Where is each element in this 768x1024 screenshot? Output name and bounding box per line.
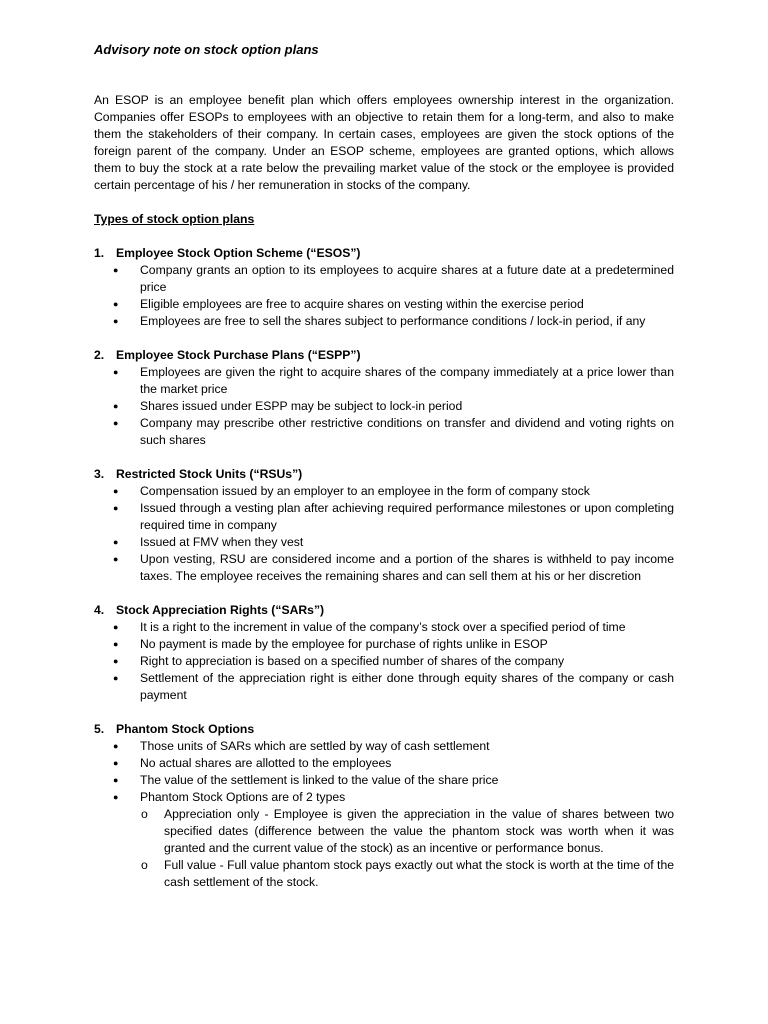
bullet-text: Eligible employees are free to acquire shares on vesting within the exercise period: [140, 297, 584, 311]
bullet-icon: ●: [113, 503, 119, 513]
list-item: [94, 262, 674, 296]
section-number: 5.: [94, 722, 105, 736]
section-heading: [94, 245, 674, 262]
bullet-text: Compensation issued by an employer to an employee in the form of company stock: [140, 484, 590, 498]
section-title: Restricted Stock Units (“RSUs”): [116, 467, 303, 481]
section-heading: [94, 347, 674, 364]
sub-bullet-icon: o: [141, 858, 148, 872]
bullet-text: The value of the settlement is linked to the value of the share price: [140, 773, 499, 787]
bullet-icon: ●: [113, 265, 119, 275]
section-heading: [94, 602, 674, 619]
section-title: Employee Stock Purchase Plans (“ESPP”): [116, 348, 361, 362]
intro-paragraph: An ESOP is an employee benefit plan which offers employees ownership interest in the organization. Companies offer ESOPs to employees with an objective to retain them for a long-term, and also to make them the stakeholders of their company. In certain cases, employees are given the stock options of the foreign parent of the company. Under an ESOP scheme, employees are granted options, which allows them to buy the stock at a rate below the prevailing market value of the stock or the employee is provided certain percentage of his / her remuneration in stocks of the company.: [94, 93, 674, 192]
section-number: 2.: [94, 348, 105, 362]
bullet-icon: ●: [113, 554, 119, 564]
bullet-text: Phantom Stock Options are of 2 types: [140, 790, 346, 804]
doc-title: Advisory note on stock option plans: [94, 42, 319, 57]
bullet-list: [94, 483, 674, 585]
list-item: [94, 551, 674, 585]
list-item: [94, 500, 674, 534]
bullet-icon: ●: [113, 741, 119, 751]
list-item: [94, 364, 674, 398]
bullet-text: Company grants an option to its employees to acquire shares at a future date at a predetermined price: [140, 263, 674, 294]
sub-bullet-text: Full value - Full value phantom stock pays exactly out what the stock is worth at the time of the cash settlement of the stock.: [164, 858, 674, 889]
bullet-icon: ●: [113, 401, 119, 411]
bullet-icon: ●: [113, 418, 119, 428]
list-item: [94, 670, 674, 704]
section-heading: [94, 721, 674, 738]
section-4: [94, 602, 674, 704]
bullet-text: It is a right to the increment in value of the company’s stock over a specified period of time: [140, 620, 626, 634]
bullet-text: Issued through a vesting plan after achieving required performance milestones or upon completing required time in company: [140, 501, 674, 532]
list-item: [94, 772, 674, 789]
list-item: [94, 313, 674, 330]
section-2: [94, 347, 674, 449]
bullet-text: Those units of SARs which are settled by way of cash settlement: [140, 739, 490, 753]
bullet-icon: ●: [113, 639, 119, 649]
list-item: [94, 653, 674, 670]
bullet-list: [94, 619, 674, 704]
section-number: 1.: [94, 246, 105, 260]
section-title: Employee Stock Option Scheme (“ESOS”): [116, 246, 361, 260]
bullet-icon: ●: [113, 316, 119, 326]
bullet-text: Upon vesting, RSU are considered income and a portion of the shares is withheld to pay income taxes. The employee receives the remaining shares and can sell them at his or her discretion: [140, 552, 674, 583]
bullet-icon: ●: [113, 656, 119, 666]
list-item: [94, 738, 674, 755]
list-item: [94, 415, 674, 449]
sub-list-item: [94, 857, 674, 891]
sub-bullet-icon: o: [141, 807, 148, 821]
types-heading: Types of stock option plans: [94, 212, 255, 226]
bullet-text: Shares issued under ESPP may be subject to lock-in period: [140, 399, 463, 413]
list-item: [94, 636, 674, 653]
list-item: [94, 296, 674, 313]
bullet-icon: ●: [113, 792, 119, 802]
bullet-icon: ●: [113, 622, 119, 632]
bullet-icon: ●: [113, 367, 119, 377]
bullet-text: Issued at FMV when they vest: [140, 535, 304, 549]
list-item: [94, 789, 674, 806]
sub-bullet-text: Appreciation only - Employee is given the appreciation in the value of shares between two specified dates (difference between the value the phantom stock was worth when it was granted and the current value of the stock) as an incentive or performance bonus.: [164, 807, 674, 855]
bullet-text: Employees are free to sell the shares subject to performance conditions / lock-in period, if any: [140, 314, 646, 328]
bullet-list: [94, 738, 674, 891]
bullet-text: Company may prescribe other restrictive conditions on transfer and dividend and voting rights on such shares: [140, 416, 674, 447]
section-1: [94, 245, 674, 330]
bullet-text: Right to appreciation is based on a specified number of shares of the company: [140, 654, 565, 668]
section-heading: [94, 466, 674, 483]
bullet-icon: ●: [113, 486, 119, 496]
bullet-text: Settlement of the appreciation right is either done through equity shares of the company or cash payment: [140, 671, 674, 702]
bullet-icon: ●: [113, 673, 119, 683]
section-title: Stock Appreciation Rights (“SARs”): [116, 603, 325, 617]
list-item: [94, 534, 674, 551]
list-item: [94, 398, 674, 415]
section-title: Phantom Stock Options: [116, 722, 255, 736]
sub-list-item: [94, 806, 674, 857]
bullet-text: No actual shares are allotted to the employees: [140, 756, 392, 770]
sections-list: [94, 245, 674, 891]
bullet-icon: ●: [113, 758, 119, 768]
bullet-icon: ●: [113, 775, 119, 785]
bullet-list: [94, 364, 674, 449]
bullet-list: [94, 262, 674, 330]
section-number: 4.: [94, 603, 105, 617]
bullet-text: Employees are given the right to acquire shares of the company immediately at a price lower than the market price: [140, 365, 674, 396]
list-item: [94, 483, 674, 500]
bullet-text: No payment is made by the employee for purchase of rights unlike in ESOP: [140, 637, 548, 651]
section-3: [94, 466, 674, 585]
list-item: [94, 755, 674, 772]
bullet-icon: ●: [113, 537, 119, 547]
section-5: [94, 721, 674, 891]
bullet-icon: ●: [113, 299, 119, 309]
list-item: [94, 619, 674, 636]
section-number: 3.: [94, 467, 105, 481]
